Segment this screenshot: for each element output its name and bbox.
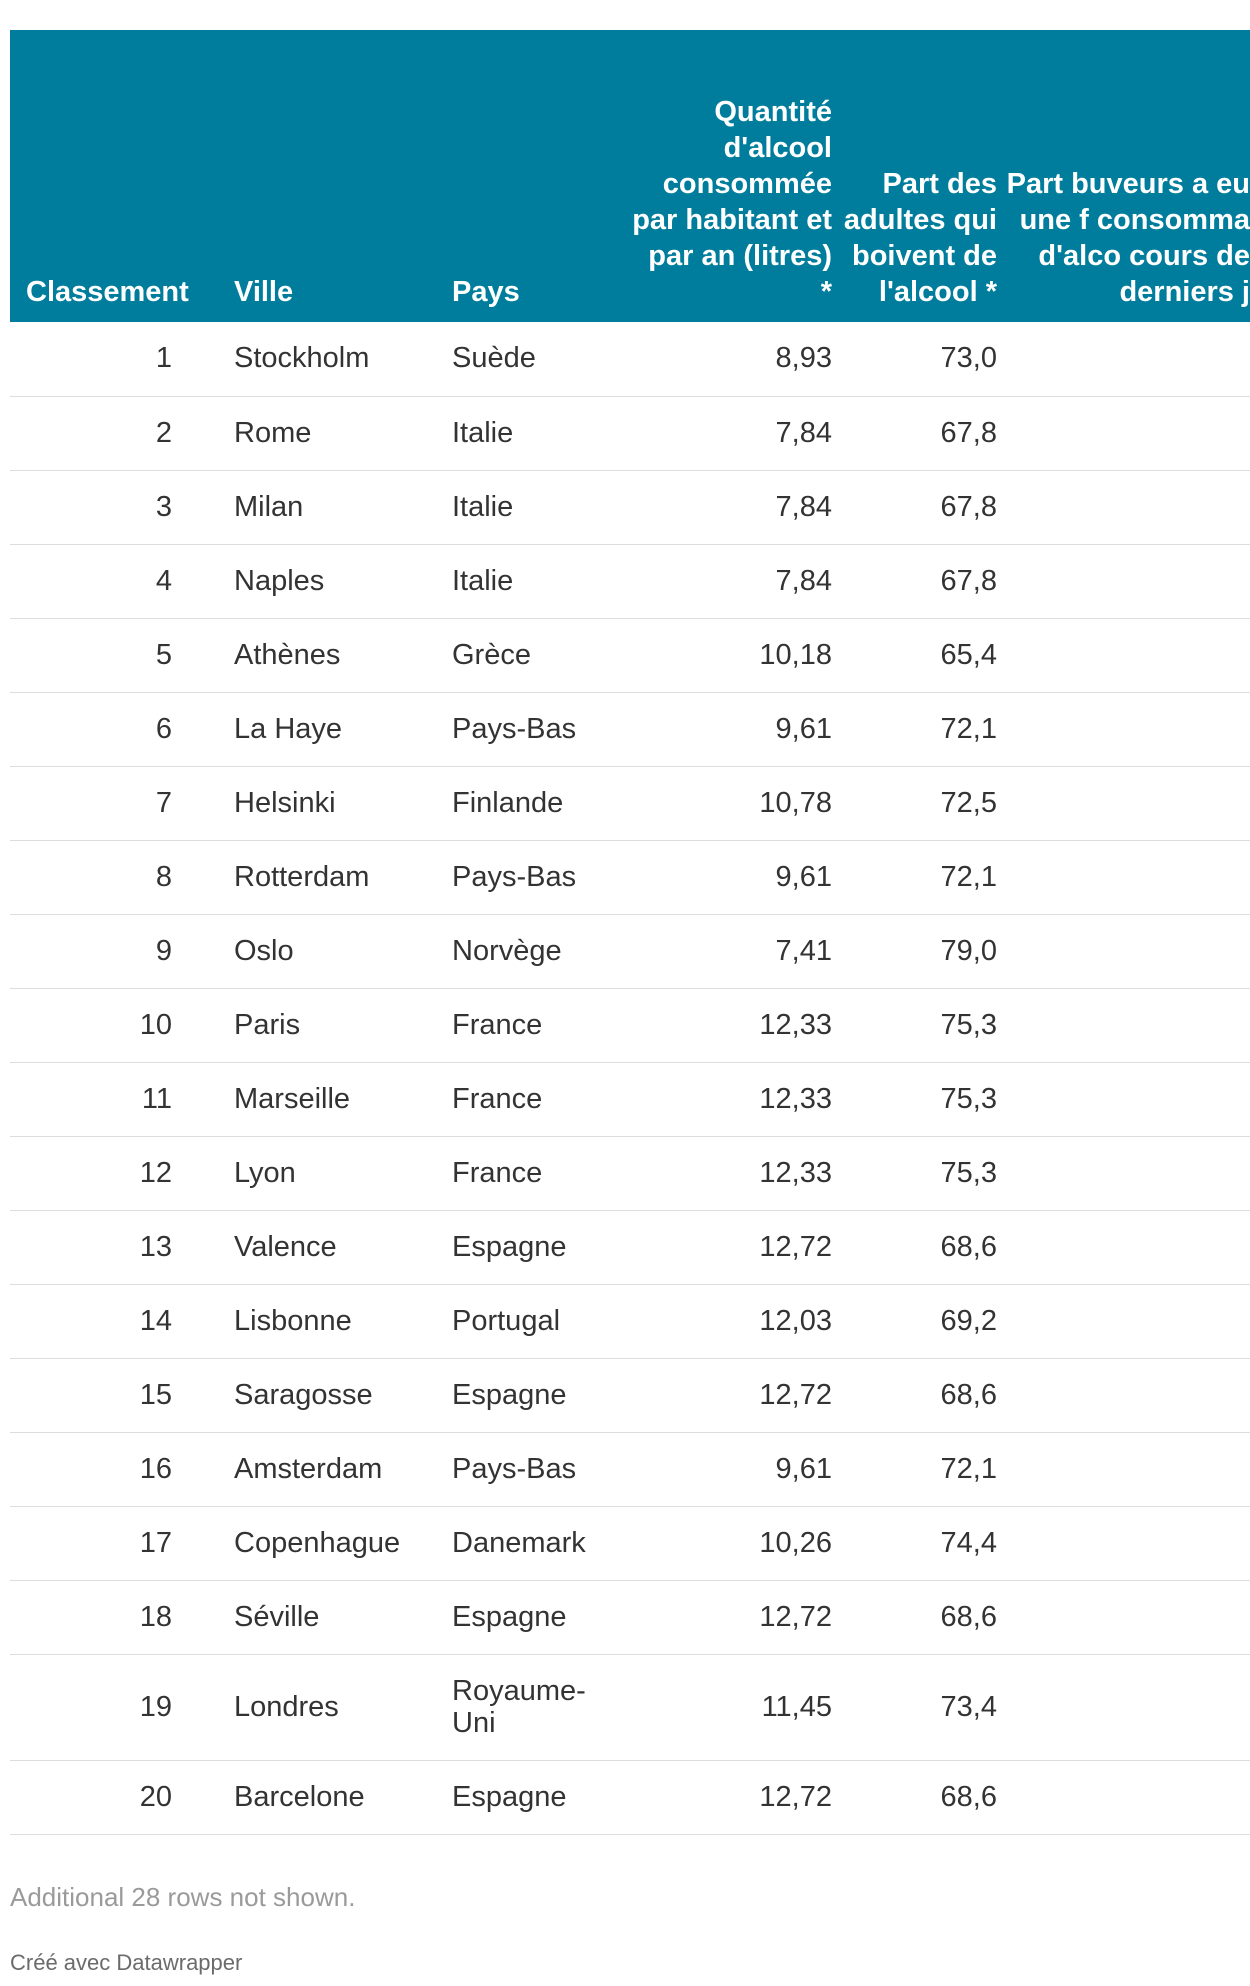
rank-cell: 2 xyxy=(10,396,234,470)
quantity-cell: 7,84 xyxy=(632,396,832,470)
binge-share-cell xyxy=(997,914,1250,988)
quantity-cell: 8,93 xyxy=(632,322,832,396)
city-cell: Naples xyxy=(234,544,452,618)
table-row xyxy=(10,1062,1250,1136)
share-cell: 67,8 xyxy=(832,544,997,618)
quantity-cell: 10,78 xyxy=(632,766,832,840)
binge-share-cell xyxy=(997,544,1250,618)
share-cell: 68,6 xyxy=(832,1760,997,1834)
share-cell: 75,3 xyxy=(832,988,997,1062)
data-table xyxy=(10,30,1250,1835)
city-cell: Oslo xyxy=(234,914,452,988)
share-cell: 72,1 xyxy=(832,1432,997,1506)
table-row xyxy=(10,1760,1250,1834)
country-cell: Pays-Bas xyxy=(452,840,632,914)
rank-cell: 6 xyxy=(10,692,234,766)
table-row xyxy=(10,1284,1250,1358)
country-cell: Espagne xyxy=(452,1358,632,1432)
city-cell: Lyon xyxy=(234,1136,452,1210)
binge-share-cell xyxy=(997,988,1250,1062)
city-cell: Barcelone xyxy=(234,1760,452,1834)
rank-cell: 17 xyxy=(10,1506,234,1580)
city-cell: Rome xyxy=(234,396,452,470)
country-cell: Finlande xyxy=(452,766,632,840)
rank-cell: 15 xyxy=(10,1358,234,1432)
binge-share-cell xyxy=(997,766,1250,840)
rank-cell: 18 xyxy=(10,1580,234,1654)
table-row xyxy=(10,618,1250,692)
table-row xyxy=(10,396,1250,470)
city-cell: Saragosse xyxy=(234,1358,452,1432)
city-cell: La Haye xyxy=(234,692,452,766)
quantity-cell: 9,61 xyxy=(632,1432,832,1506)
table-row xyxy=(10,1210,1250,1284)
city-cell: Valence xyxy=(234,1210,452,1284)
header-share-adults[interactable]: Part des adultes qui boivent de l'alcool * xyxy=(843,168,997,308)
country-cell xyxy=(452,1654,632,1760)
table-row xyxy=(10,1506,1250,1580)
city-cell: Stockholm xyxy=(234,322,452,396)
rank-cell: 3 xyxy=(10,470,234,544)
table-row xyxy=(10,322,1250,396)
rank-cell: 16 xyxy=(10,1432,234,1506)
country-cell: Italie xyxy=(452,544,632,618)
share-cell: 79,0 xyxy=(832,914,997,988)
share-cell: 67,8 xyxy=(832,470,997,544)
table-row xyxy=(10,1580,1250,1654)
city-cell: Athènes xyxy=(234,618,452,692)
table-row xyxy=(10,840,1250,914)
rank-cell: 20 xyxy=(10,1760,234,1834)
country-cell: France xyxy=(452,988,632,1062)
quantity-cell: 11,45 xyxy=(632,1654,832,1760)
binge-share-cell xyxy=(997,692,1250,766)
country-cell: Italie xyxy=(452,470,632,544)
city-cell: Marseille xyxy=(234,1062,452,1136)
quantity-cell: 12,72 xyxy=(632,1580,832,1654)
city-cell: Helsinki xyxy=(234,766,452,840)
share-cell: 73,4 xyxy=(832,1654,997,1760)
table-header xyxy=(10,30,1250,322)
country-cell: Espagne xyxy=(452,1580,632,1654)
binge-share-cell xyxy=(997,1284,1250,1358)
header-country[interactable]: Pays xyxy=(452,276,520,308)
quantity-cell: 7,41 xyxy=(632,914,832,988)
binge-share-cell xyxy=(997,1136,1250,1210)
country-label: Royaume-Uni xyxy=(452,1674,586,1739)
country-cell: Pays-Bas xyxy=(452,1432,632,1506)
table-body xyxy=(10,322,1250,1834)
quantity-cell: 12,72 xyxy=(632,1210,832,1284)
country-cell: France xyxy=(452,1136,632,1210)
binge-share-cell xyxy=(997,470,1250,544)
quantity-cell: 12,72 xyxy=(632,1760,832,1834)
rank-cell: 11 xyxy=(10,1062,234,1136)
country-cell: France xyxy=(452,1062,632,1136)
binge-share-cell xyxy=(997,1210,1250,1284)
country-cell: Suède xyxy=(452,322,632,396)
city-cell: Amsterdam xyxy=(234,1432,452,1506)
city-cell: Lisbonne xyxy=(234,1284,452,1358)
quantity-cell: 12,72 xyxy=(632,1358,832,1432)
table-row xyxy=(10,470,1250,544)
quantity-cell: 10,18 xyxy=(632,618,832,692)
quantity-cell: 12,33 xyxy=(632,1136,832,1210)
binge-share-cell xyxy=(997,1580,1250,1654)
rank-cell: 12 xyxy=(10,1136,234,1210)
table-row xyxy=(10,1432,1250,1506)
rank-cell: 14 xyxy=(10,1284,234,1358)
quantity-cell: 9,61 xyxy=(632,692,832,766)
city-cell: Séville xyxy=(234,1580,452,1654)
rank-cell: 7 xyxy=(10,766,234,840)
table-row xyxy=(10,1358,1250,1432)
city-cell: Milan xyxy=(234,470,452,544)
data-table-container xyxy=(10,30,1250,1835)
binge-share-cell xyxy=(997,1062,1250,1136)
share-cell: 72,5 xyxy=(832,766,997,840)
table-row xyxy=(10,692,1250,766)
binge-share-cell xyxy=(997,1506,1250,1580)
city-cell: Rotterdam xyxy=(234,840,452,914)
country-cell: Espagne xyxy=(452,1210,632,1284)
rank-cell: 19 xyxy=(10,1654,234,1760)
rows-hidden-note: Additional 28 rows not shown. xyxy=(10,1882,356,1912)
rank-cell: 8 xyxy=(10,840,234,914)
city-cell: Paris xyxy=(234,988,452,1062)
rank-cell: 9 xyxy=(10,914,234,988)
quantity-cell: 7,84 xyxy=(632,544,832,618)
binge-share-cell xyxy=(997,1760,1250,1834)
table-row xyxy=(10,988,1250,1062)
header-rank[interactable]: Classement xyxy=(26,276,189,308)
table-row xyxy=(10,544,1250,618)
rank-cell: 10 xyxy=(10,988,234,1062)
rank-cell: 1 xyxy=(10,322,234,396)
share-cell: 68,6 xyxy=(832,1358,997,1432)
header-city[interactable]: Ville xyxy=(234,276,294,308)
country-cell: Espagne xyxy=(452,1760,632,1834)
city-cell: Copenhague xyxy=(234,1506,452,1580)
share-cell: 68,6 xyxy=(832,1580,997,1654)
quantity-cell: 9,61 xyxy=(632,840,832,914)
datawrapper-credit[interactable]: Créé avec Datawrapper xyxy=(10,1950,243,1975)
country-cell: Danemark xyxy=(452,1506,632,1580)
country-cell: Portugal xyxy=(452,1284,632,1358)
table-row xyxy=(10,1136,1250,1210)
share-cell: 67,8 xyxy=(832,396,997,470)
country-cell: Pays-Bas xyxy=(452,692,632,766)
binge-share-cell xyxy=(997,618,1250,692)
binge-share-cell xyxy=(997,396,1250,470)
share-cell: 65,4 xyxy=(832,618,997,692)
share-cell: 69,2 xyxy=(832,1284,997,1358)
binge-share-cell xyxy=(997,1358,1250,1432)
header-share-binge[interactable]: Part buveurs a eu une f consomma d'alco cours de derniers j xyxy=(1006,168,1250,308)
rank-cell: 4 xyxy=(10,544,234,618)
binge-share-cell xyxy=(997,840,1250,914)
quantity-cell: 12,03 xyxy=(632,1284,832,1358)
rank-cell: 13 xyxy=(10,1210,234,1284)
table-row xyxy=(10,1654,1250,1760)
share-cell: 75,3 xyxy=(832,1136,997,1210)
quantity-cell: 12,33 xyxy=(632,1062,832,1136)
table-row xyxy=(10,914,1250,988)
header-quantity[interactable]: Quantité d'alcool consommée par habitant et par an (litres) * xyxy=(632,96,832,308)
quantity-cell: 7,84 xyxy=(632,470,832,544)
rank-cell: 5 xyxy=(10,618,234,692)
country-cell: Norvège xyxy=(452,914,632,988)
quantity-cell: 10,26 xyxy=(632,1506,832,1580)
country-cell: Grèce xyxy=(452,618,632,692)
share-cell: 74,4 xyxy=(832,1506,997,1580)
share-cell: 72,1 xyxy=(832,692,997,766)
share-cell: 75,3 xyxy=(832,1062,997,1136)
table-row xyxy=(10,766,1250,840)
city-cell: Londres xyxy=(234,1654,452,1760)
binge-share-cell xyxy=(997,322,1250,396)
share-cell: 72,1 xyxy=(832,840,997,914)
share-cell: 73,0 xyxy=(832,322,997,396)
binge-share-cell xyxy=(997,1654,1250,1760)
binge-share-cell xyxy=(997,1432,1250,1506)
country-cell: Italie xyxy=(452,396,632,470)
quantity-cell: 12,33 xyxy=(632,988,832,1062)
share-cell: 68,6 xyxy=(832,1210,997,1284)
